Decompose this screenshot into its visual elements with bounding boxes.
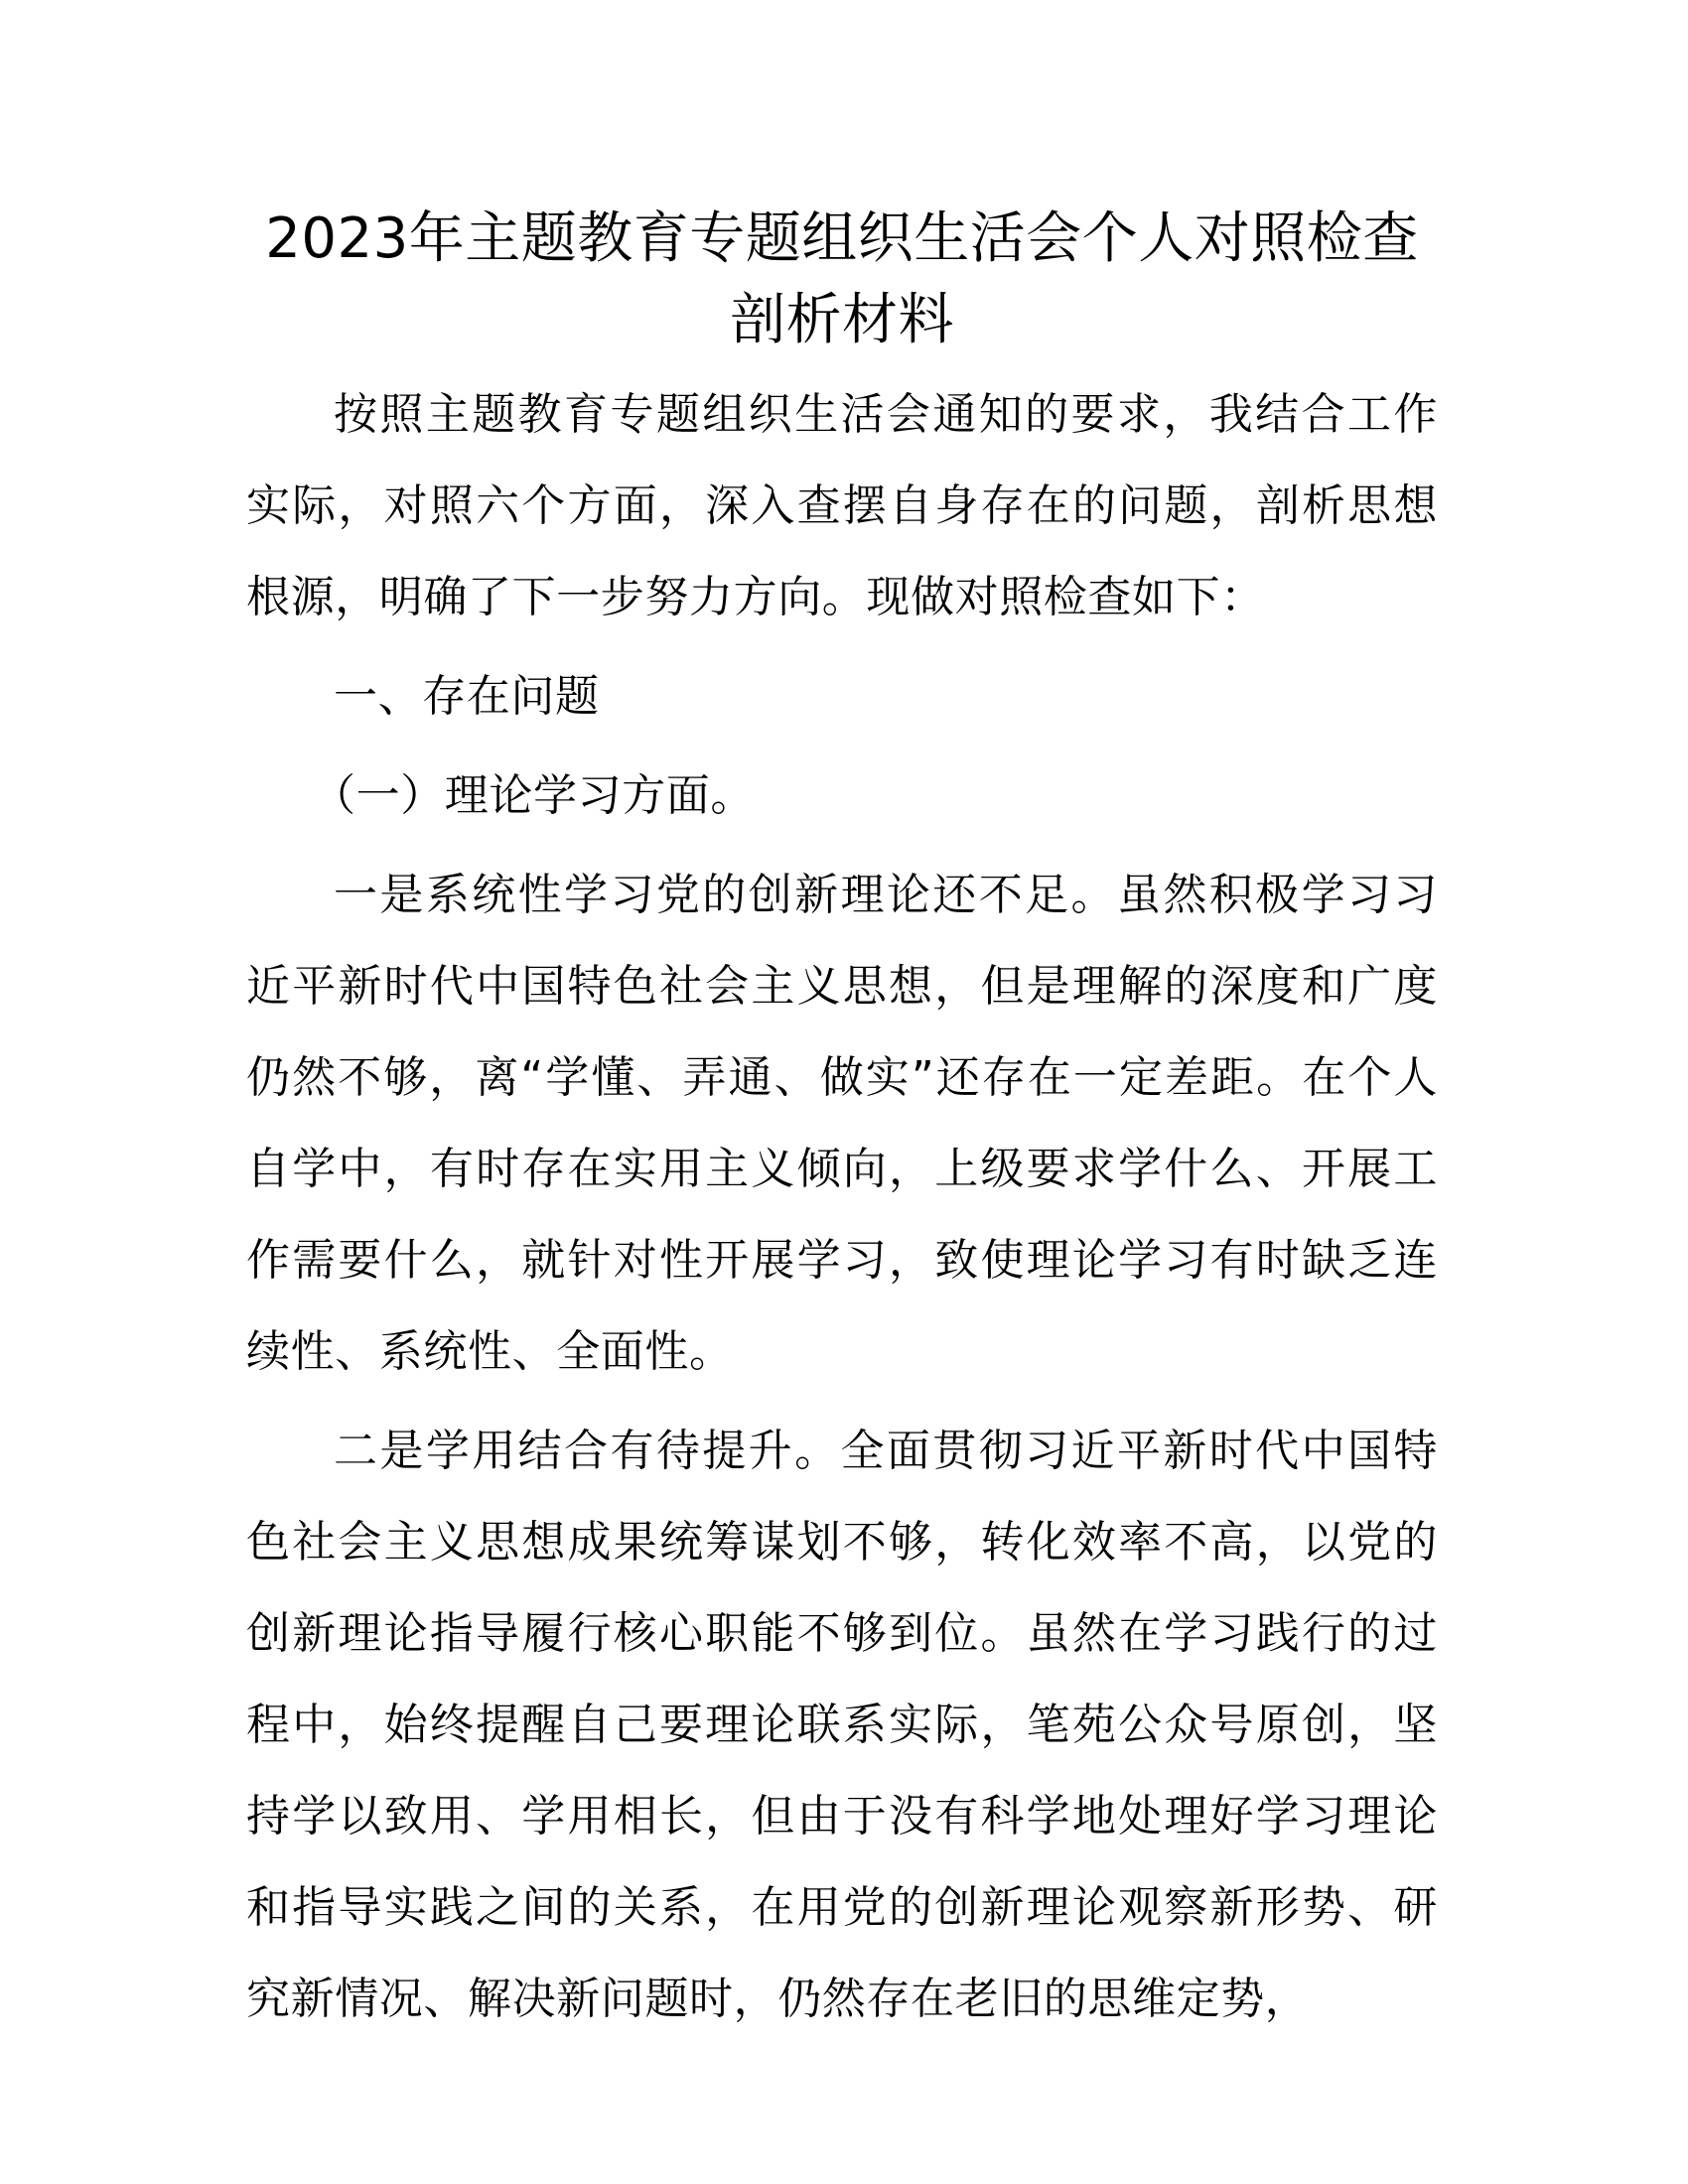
intro-paragraph: 按照主题教育专题组织生活会通知的要求，我结合工作实际，对照六个方面，深入查摆自身存在的问题，剖析思想根源，明确了下一步努力方向。现做对照检查如下： [246, 389, 1438, 622]
section-heading: 一、存在问题 [334, 671, 600, 722]
paragraph-2: 二是学用结合有待提升。全面贯彻习近平新时代中国特色社会主义思想成果统筹谋划不够，转化效率不高，以党的创新理论指导履行核心职能不够到位。虽然在学习践行的过程中，始终提醒自己要理论联系实际，笔苑公众号原创，坚持学以致用、学用相长，但由于没有科学地处理好学习理论和指导实践之间的关系，在用党的创新理论观察新形势、研究新情况、解决新问题时，仍然存在老旧的思维定势， [246, 1426, 1438, 2024]
subsection-heading: （一）理论学习方面。 [312, 770, 755, 821]
paragraph-1: 一是系统性学习党的创新理论还不足。虽然积极学习习近平新时代中国特色社会主义思想，但是理解的深度和广度仍然不够，离“学懂、弄通、做实”还存在一定差距。在个人自学中，有时存在实用主义倾向，上级要求学什么、开展工作需要什么，就针对性开展学习，致使理论学习有时缺乏连续性、系统性、全面性。 [246, 870, 1438, 1377]
document-page [246, 199, 1438, 2045]
document-title: 2023年主题教育专题组织生活会个人对照检查剖析材料 [265, 206, 1419, 352]
